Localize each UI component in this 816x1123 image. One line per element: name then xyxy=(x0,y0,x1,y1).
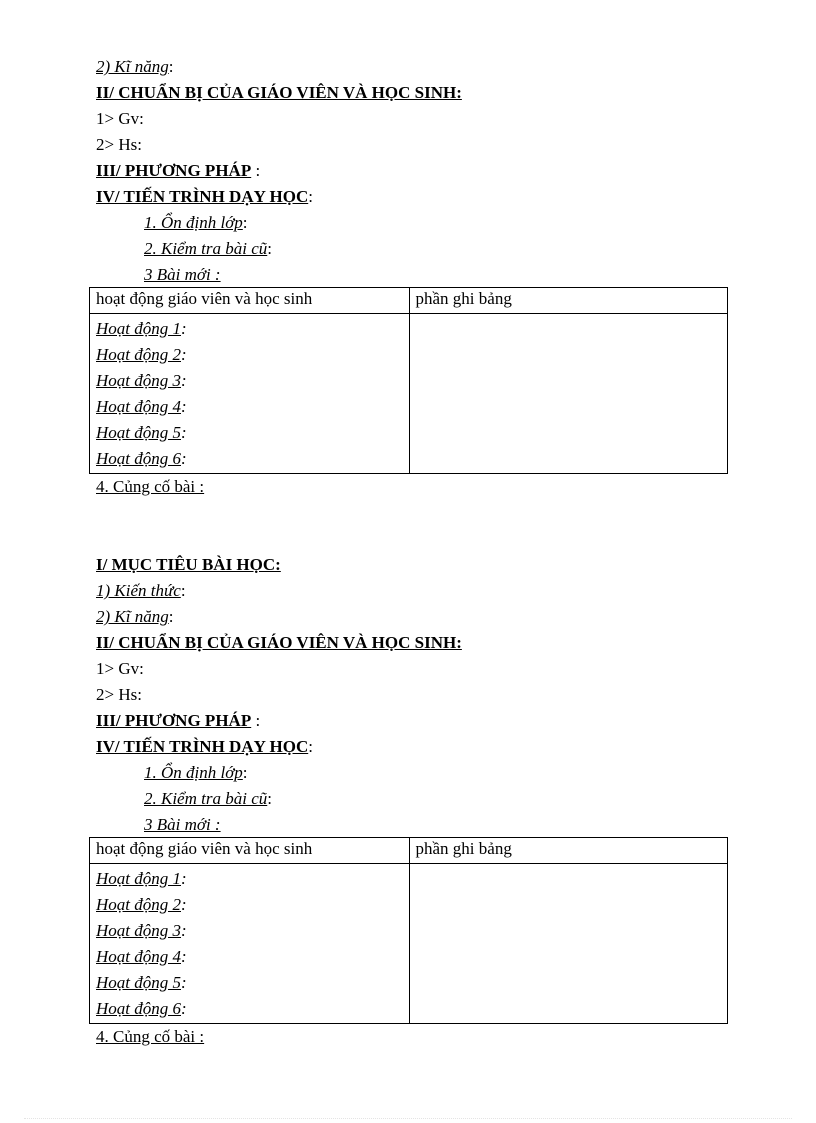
page-boundary xyxy=(24,1118,792,1119)
board-notes-cell xyxy=(409,864,728,1024)
activity-item: Hoạt động 1: xyxy=(96,869,187,888)
board-notes-cell xyxy=(409,314,728,474)
process-heading: IV/ TIẾN TRÌNH DẠY HỌC: xyxy=(96,737,313,756)
step-review: 2. Kiểm tra bài cũ: xyxy=(144,789,272,808)
board-notes-header: phần ghi bảng xyxy=(409,838,728,864)
activities-cell xyxy=(90,864,410,1024)
teacher-student-activity-header: hoạt động giáo viên và học sinh xyxy=(90,288,410,314)
activity-item: Hoạt động 6: xyxy=(96,449,187,468)
activity-item: Hoạt động 4: xyxy=(96,397,187,416)
knowledge-heading: 1) Kiến thức: xyxy=(96,581,186,600)
teacher-prep: 1> Gv: xyxy=(96,659,144,678)
student-prep: 2> Hs: xyxy=(96,685,142,704)
skills-heading: 2) Kĩ năng: xyxy=(96,607,174,626)
activity-item: Hoạt động 5: xyxy=(96,423,187,442)
activity-item: Hoạt động 5: xyxy=(96,973,187,992)
objectives-heading: I/ MỤC TIÊU BÀI HỌC: xyxy=(96,555,281,574)
table-header-row xyxy=(90,838,728,864)
consolidation-heading: 4. Củng cố bài : xyxy=(96,477,205,496)
table-row xyxy=(90,864,728,1024)
activity-item: Hoạt động 2: xyxy=(96,895,187,914)
teacher-prep: 1> Gv: xyxy=(96,109,144,128)
consolidation-heading: 4. Củng cố bài : xyxy=(96,1027,205,1046)
activity-item: Hoạt động 3: xyxy=(96,921,187,940)
activity-item: Hoạt động 2: xyxy=(96,345,187,364)
prep-heading: II/ CHUẨN BỊ CỦA GIÁO VIÊN VÀ HỌC SINH: xyxy=(96,83,462,102)
activity-table xyxy=(89,837,728,1024)
table-header-row xyxy=(90,288,728,314)
step-new-lesson: 3 Bài mới : xyxy=(144,815,221,834)
activity-table xyxy=(89,287,728,474)
activity-item: Hoạt động 3: xyxy=(96,371,187,390)
method-heading: III/ PHƯƠNG PHÁP : xyxy=(96,161,261,180)
step-new-lesson: 3 Bài mới : xyxy=(144,265,221,284)
method-heading: III/ PHƯƠNG PHÁP : xyxy=(96,711,261,730)
skills-heading: 2) Kĩ năng: xyxy=(96,57,174,76)
activity-item: Hoạt động 4: xyxy=(96,947,187,966)
board-notes-header: phần ghi bảng xyxy=(409,288,728,314)
process-heading: IV/ TIẾN TRÌNH DẠY HỌC: xyxy=(96,187,313,206)
step-stabilize: 1. Ổn định lớp: xyxy=(144,213,248,232)
activity-item: Hoạt động 6: xyxy=(96,999,187,1018)
student-prep: 2> Hs: xyxy=(96,135,142,154)
prep-heading: II/ CHUẨN BỊ CỦA GIÁO VIÊN VÀ HỌC SINH: xyxy=(96,633,462,652)
teacher-student-activity-header: hoạt động giáo viên và học sinh xyxy=(90,838,410,864)
table-row xyxy=(90,314,728,474)
activity-item: Hoạt động 1: xyxy=(96,319,187,338)
activities-cell xyxy=(90,314,410,474)
step-stabilize: 1. Ổn định lớp: xyxy=(144,763,248,782)
step-review: 2. Kiểm tra bài cũ: xyxy=(144,239,272,258)
